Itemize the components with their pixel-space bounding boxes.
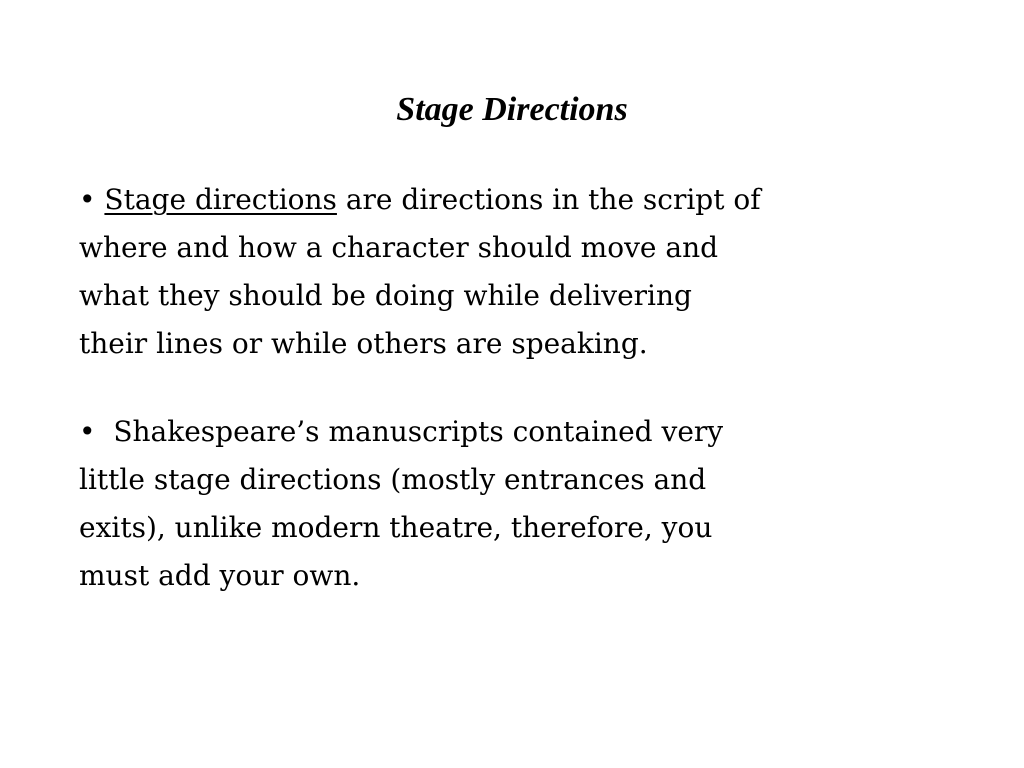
text-line: their lines or while others are speaking. — [79, 327, 648, 360]
text-line: must add your own. — [79, 559, 361, 592]
text-line: where and how a character should move and — [79, 231, 719, 264]
slide-body — [79, 176, 939, 600]
text-line: little stage directions (mostly entrances and — [79, 463, 707, 496]
bullet-glyph: • — [79, 183, 96, 216]
bullet-point — [79, 176, 939, 368]
bullet-glyph: • — [79, 415, 96, 448]
text-fragment: Shakespeare’s manuscripts contained very — [113, 415, 724, 448]
text-fragment: are directions in the script of — [345, 183, 761, 216]
slide-title: Stage Directions — [396, 91, 628, 128]
text-line — [79, 176, 939, 224]
bullet-point — [79, 408, 939, 600]
text-line — [79, 408, 939, 456]
term-stage-directions: Stage directions — [104, 183, 337, 216]
text-line: what they should be doing while delivering — [79, 279, 692, 312]
text-line: exits), unlike modern theatre, therefore, you — [79, 511, 713, 544]
